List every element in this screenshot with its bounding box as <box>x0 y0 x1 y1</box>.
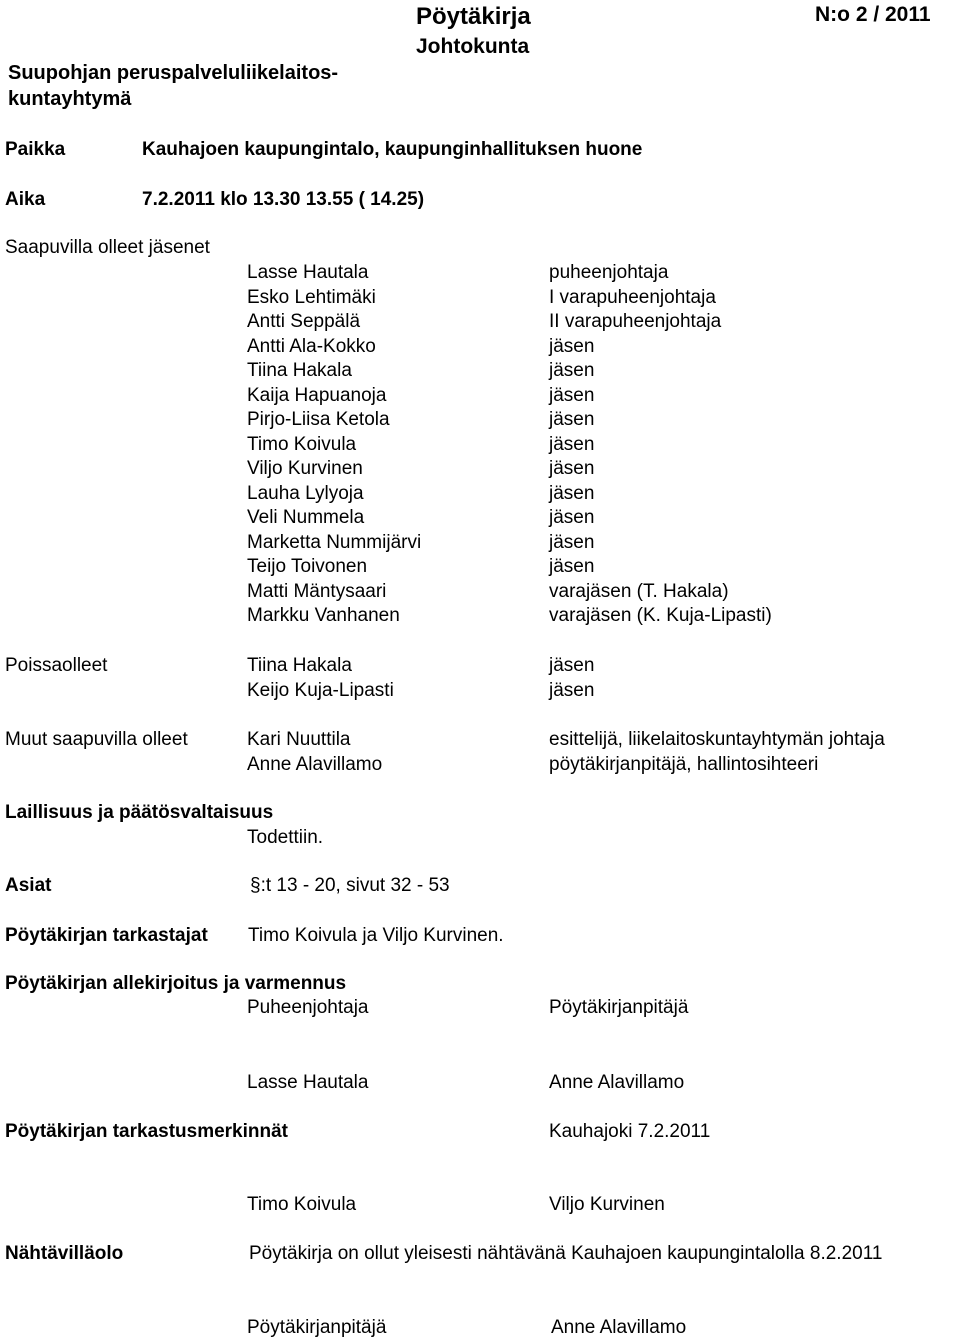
present-label: Saapuvilla olleet jäsenet <box>5 237 210 258</box>
member-role: esittelijä, liikelaitoskuntayhtymän johtaja <box>549 729 885 750</box>
member-row <box>0 361 960 386</box>
inspector-2-name: Viljo Kurvinen <box>549 1194 665 1215</box>
member-name: Marketta Nummijärvi <box>247 531 422 553</box>
member-role: jäsen <box>549 433 595 455</box>
organization-name <box>8 60 428 112</box>
member-row <box>0 288 960 313</box>
member-row <box>0 755 960 780</box>
legality-value: Todettiin. <box>247 827 324 848</box>
member-role: I varapuheenjohtaja <box>549 286 716 308</box>
member-role: jäsen <box>549 335 595 357</box>
member-name: Kaija Hapuanoja <box>247 384 387 406</box>
absent-label: Poissaolleet <box>5 655 108 676</box>
member-name: Pirjo-Liisa Ketola <box>247 409 390 430</box>
member-role: jäsen <box>549 384 595 406</box>
organization-line-2: kuntayhtymä <box>8 88 132 110</box>
chair-name: Lasse Hautala <box>247 1072 369 1093</box>
member-name: Matti Mäntysaari <box>247 580 387 602</box>
member-name: Keijo Kuja-Lipasti <box>247 679 394 701</box>
member-row <box>0 459 960 484</box>
matters-label: Asiat <box>5 875 52 896</box>
place-label: Paikka <box>5 139 66 160</box>
member-name: Anne Alavillamo <box>247 753 383 775</box>
member-role: jäsen <box>549 458 595 479</box>
member-role: jäsen <box>549 409 595 430</box>
secretary-title: Pöytäkirjanpitäjä <box>549 997 689 1018</box>
member-row <box>0 484 960 509</box>
member-role: jäsen <box>549 655 595 676</box>
document-subtitle: Johtokunta <box>416 35 530 58</box>
member-role: jäsen <box>549 482 595 504</box>
member-row <box>0 730 960 755</box>
member-name: Viljo Kurvinen <box>247 458 363 479</box>
member-row <box>0 312 960 337</box>
member-role: puheenjohtaja <box>549 262 669 283</box>
member-name: Antti Seppälä <box>247 311 361 332</box>
member-name: Antti Ala-Kokko <box>247 335 376 357</box>
display-secretary-title: Pöytäkirjanpitäjä <box>247 1317 387 1338</box>
member-row <box>0 533 960 558</box>
signatures-label: Pöytäkirjan allekirjoitus ja varmennus <box>5 973 347 994</box>
member-name: Veli Nummela <box>247 507 365 528</box>
document-title: Pöytäkirja <box>416 3 531 30</box>
place-value: Kauhajoen kaupungintalo, kaupunginhallituksen huone <box>142 139 643 160</box>
member-row <box>0 435 960 460</box>
member-role: varajäsen (T. Hakala) <box>549 580 729 602</box>
member-row <box>0 386 960 411</box>
member-name: Lasse Hautala <box>247 262 369 283</box>
member-name: Markku Vanhanen <box>247 605 400 626</box>
member-row <box>0 557 960 582</box>
member-row <box>0 656 960 681</box>
member-role: jäsen <box>549 360 595 381</box>
member-role: varajäsen (K. Kuja-Lipasti) <box>549 605 772 626</box>
member-name: Teijo Toivonen <box>247 556 368 577</box>
member-row <box>0 508 960 533</box>
member-role: II varapuheenjohtaja <box>549 311 722 332</box>
inspection-place-date: Kauhajoki 7.2.2011 <box>549 1121 711 1142</box>
secretary-name: Anne Alavillamo <box>549 1072 685 1093</box>
member-name: Timo Koivula <box>247 433 357 455</box>
member-name: Lauha Lylyoja <box>247 482 364 504</box>
inspectors-label: Pöytäkirjan tarkastajat <box>5 925 208 946</box>
member-role: jäsen <box>549 679 595 701</box>
member-row <box>0 410 960 435</box>
member-row <box>0 582 960 607</box>
inspection-label: Pöytäkirjan tarkastusmerkinnät <box>5 1121 289 1142</box>
member-name: Esko Lehtimäki <box>247 286 376 308</box>
member-role: jäsen <box>549 531 595 553</box>
member-row <box>0 606 960 631</box>
inspectors-value: Timo Koivula ja Viljo Kurvinen. <box>248 925 504 946</box>
document-number: N:o 2 / 2011 <box>815 3 931 26</box>
chair-title: Puheenjohtaja <box>247 997 369 1018</box>
display-value: Pöytäkirja on ollut yleisesti nähtävänä Kauhajoen kaupungintalolla 8.2.2011 <box>249 1243 883 1264</box>
others-label: Muut saapuvilla olleet <box>5 729 188 750</box>
organization-line-1: Suupohjan peruspalveluliikelaitos- <box>8 62 339 84</box>
member-name: Tiina Hakala <box>247 360 352 381</box>
time-label: Aika <box>5 189 46 210</box>
member-role: jäsen <box>549 556 595 577</box>
member-row <box>0 263 960 288</box>
inspector-1-name: Timo Koivula <box>247 1194 357 1215</box>
display-secretary-name: Anne Alavillamo <box>551 1317 687 1338</box>
legality-label: Laillisuus ja päätösvaltaisuus <box>5 802 274 823</box>
member-row <box>0 337 960 362</box>
member-role: jäsen <box>549 507 595 528</box>
display-label: Nähtävilläolo <box>5 1243 124 1264</box>
time-value: 7.2.2011 klo 13.30 13.55 ( 14.25) <box>142 189 425 210</box>
member-role: pöytäkirjanpitäjä, hallintosihteeri <box>549 753 819 775</box>
member-row <box>0 681 960 706</box>
member-name: Tiina Hakala <box>247 655 352 676</box>
matters-value: §:t 13 - 20, sivut 32 - 53 <box>250 875 450 896</box>
member-name: Kari Nuuttila <box>247 729 351 750</box>
